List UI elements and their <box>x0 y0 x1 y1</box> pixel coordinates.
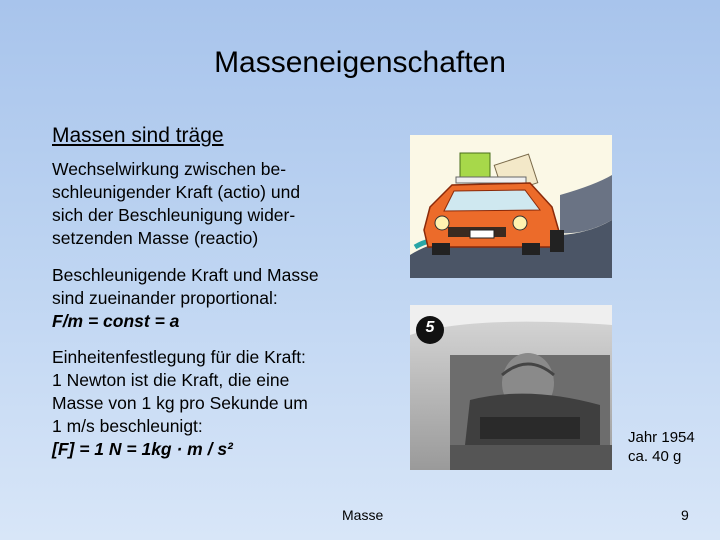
caption-line: Jahr 1954 <box>628 429 695 446</box>
paragraph-proportional <box>52 264 382 333</box>
paragraph-line: 1 m/s beschleunigt: <box>52 416 203 436</box>
paragraph-line: Wechselwirkung zwischen be- <box>52 159 287 179</box>
paragraph-interaction <box>52 158 372 250</box>
footer-text: Masse <box>342 507 384 523</box>
paragraph-newton <box>52 346 382 461</box>
paragraph-line: Einheitenfestlegung für die Kraft: <box>52 347 306 367</box>
paragraph-line: schleunigender Kraft (actio) und <box>52 182 301 202</box>
car-illustration <box>410 135 612 278</box>
paragraph-line: sind zueinander proportional: <box>52 288 278 308</box>
paragraph-line: 1 Newton ist die Kraft, die eine <box>52 370 290 390</box>
paragraph-line: sich der Beschleunigung wider- <box>52 205 296 225</box>
crash-test-photo <box>410 305 612 470</box>
photo-badge: 5 <box>425 319 435 336</box>
section-heading: Massen sind träge <box>52 124 224 147</box>
page-number: 9 <box>681 507 689 523</box>
paragraph-line: setzenden Masse (reactio) <box>52 228 259 248</box>
caption-line: ca. 40 g <box>628 448 682 465</box>
photo-caption <box>628 428 695 466</box>
paragraph-line: Masse von 1 kg pro Sekunde um <box>52 393 308 413</box>
paragraph-line: Beschleunigende Kraft und Masse <box>52 265 319 285</box>
slide-title: Masseneigenschaften <box>214 46 506 79</box>
formula-newton: [F] = 1 N = 1kg · m / s² <box>52 439 233 459</box>
formula-acceleration: F/m = const = a <box>52 311 180 331</box>
